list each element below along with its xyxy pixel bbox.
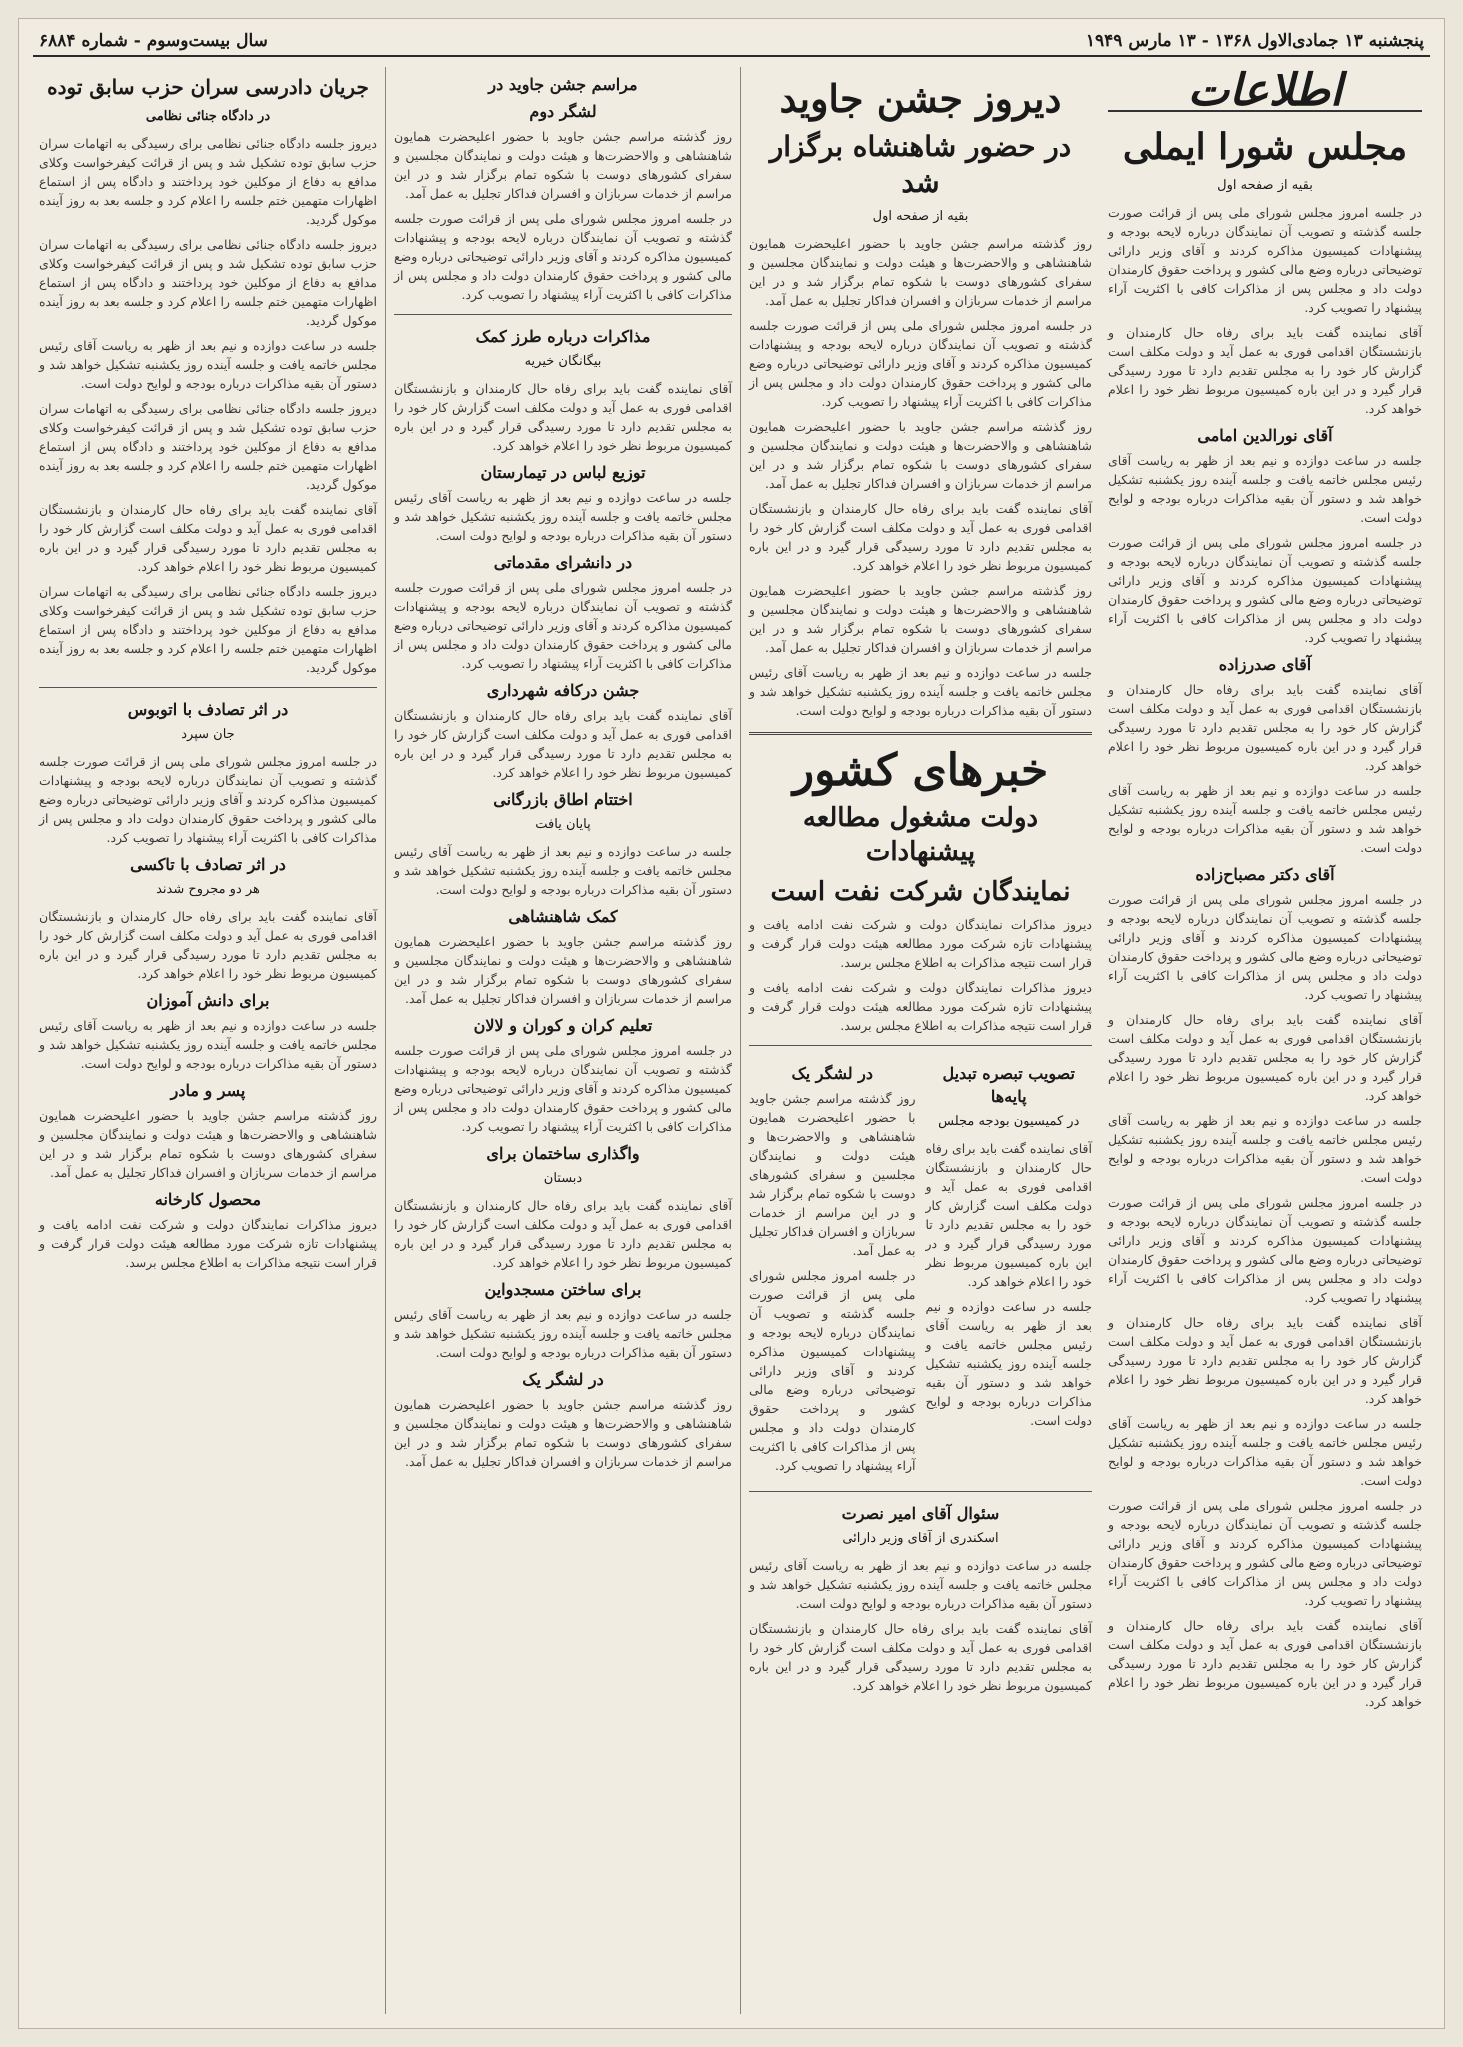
subhead: تصویب تبصره تبدیل پایه‌ها — [942, 1064, 1075, 1106]
subhead: در لشگر یک — [522, 1370, 604, 1389]
subhead: محصول کارخانه — [154, 1190, 262, 1209]
subhead: آقای دکتر مصباح‌زاده — [1195, 865, 1335, 884]
article-paragraph: در جلسه امروز مجلس شورای ملی پس از قرائت صورت جلسه گذشته و تصویب آن نمایندگان درباره لایحه بودجه و پیشنهادات کمیسیون مذاکره کردند و آقای وزیر دارائی توضیحاتی درباره وضع مالی کشور و پرداخت حقوق کارمندان دولت داد و مجلس پس از مذاکرات کافی با اکثریت آراء پیشنهاد را تصویب کرد. — [1108, 205, 1422, 315]
kicker-continued: بقیه از صفحه اول — [872, 209, 969, 224]
article-paragraph: آقای نماینده گفت باید برای رفاه حال کارمندان و بازنشستگان اقدامی فوری به عمل آید و دولت مکلف است گزارش کار خود را به مجلس تقدیم دارد تا مورد رسیدگی قرار گیرد و در این باره کمیسیون مربوط نظر خود را اعلام خواهد کرد. — [1108, 1012, 1422, 1103]
article-paragraph: دیروز جلسه دادگاه جنائی نظامی برای رسیدگی به اتهامات سران حزب سابق توده تشکیل شد و پس از قرائت کیفرخواست وکلای مدافع به دفاع از موکلین خود پرداختند و دادگاه پس از استماع اظهارات متهمین ختم جلسه را اعلام کرد و جلسه بعد به روز آینده موکول گردید. — [39, 584, 377, 675]
headline-army-sub: لشگر دوم — [529, 102, 597, 121]
subhead: سئوال آقای امیر نصرت — [841, 1504, 1000, 1523]
article-paragraph: روز گذشته مراسم جشن جاوید با حضور اعلیحضرت همایون شاهنشاهی و والاحضرت‌ها و هیئت دولت و نمایندگان مجلسین و سفرای کشورهای دوست با شکوه تمام برگزار شد و در این مراسم از خدمات سربازان و افسران فداکار تجلیل به عمل آمد. — [394, 129, 732, 201]
article-paragraph: روز گذشته مراسم جشن جاوید با حضور اعلیحضرت همایون شاهنشاهی و والاحضرت‌ها و هیئت دولت و نمایندگان مجلسین و سفرای کشورهای دوست با شکوه تمام برگزار شد و در این مراسم از خدمات سربازان و افسران فداکار تجلیل به عمل آمد. — [749, 1091, 916, 1258]
article-paragraph: آقای نماینده گفت باید برای رفاه حال کارمندان و بازنشستگان اقدامی فوری به عمل آید و دولت مکلف است گزارش کار خود را به مجلس تقدیم دارد تا مورد رسیدگی قرار گیرد و در این باره کمیسیون مربوط نظر خود را اعلام خواهد کرد. — [925, 1141, 1092, 1289]
column-parliament — [1100, 67, 1430, 2014]
two-column-section — [749, 1056, 1092, 1481]
article-paragraph: جلسه در ساعت دوازده و نیم بعد از ظهر به ریاست آقای رئیس مجلس خاتمه یافت و جلسه آینده روز یکشنبه تشکیل خواهد شد و دستور آن بقیه مذاکرات درباره بودجه و لوایح دولت است. — [394, 490, 732, 543]
subhead-sub: پایان یافت — [535, 817, 591, 832]
article-paragraph: آقای نماینده گفت باید برای رفاه حال کارمندان و بازنشستگان اقدامی فوری به عمل آید و دولت مکلف است گزارش کار خود را به مجلس تقدیم دارد تا مورد رسیدگی قرار گیرد و در این باره کمیسیون مربوط نظر خود را اعلام خواهد کرد. — [394, 708, 732, 780]
article-paragraph: در جلسه امروز مجلس شورای ملی پس از قرائت صورت جلسه گذشته و تصویب آن نمایندگان درباره لایحه بودجه و پیشنهادات کمیسیون مذاکره کردند و آقای وزیر دارائی توضیحاتی درباره وضع مالی کشور و پرداخت حقوق کارمندان دولت داد و مجلس پس از مذاکرات کافی با اکثریت آراء پیشنهاد را تصویب کرد. — [1108, 1195, 1422, 1305]
masthead-logo: اطلاعات — [1108, 67, 1422, 112]
subhead-sub: اسکندری از آقای وزیر دارائی — [842, 1531, 999, 1546]
headline-celebration-sub: در حضور شاهنشاه برگزار شد — [769, 130, 1072, 199]
headline-parliament: مجلس شورا ایملی — [1122, 126, 1408, 168]
article-paragraph: دیروز جلسه دادگاه جنائی نظامی برای رسیدگی به اتهامات سران حزب سابق توده تشکیل شد و پس از قرائت کیفرخواست وکلای مدافع به دفاع از موکلین خود پرداختند و دادگاه پس از استماع اظهارات متهمین ختم جلسه را اعلام کرد و جلسه بعد به روز آینده موکول گردید. — [39, 136, 377, 227]
subhead: برای ساختن مسجدواین — [484, 1280, 642, 1299]
subhead-sub: هر دو مجروح شدند — [156, 882, 260, 897]
article-paragraph: در جلسه امروز مجلس شورای ملی پس از قرائت صورت جلسه گذشته و تصویب آن نمایندگان درباره لایحه بودجه و پیشنهادات کمیسیون مذاکره کردند و آقای وزیر دارائی توضیحاتی درباره وضع مالی کشور و پرداخت حقوق کارمندان دولت داد و مجلس پس از مذاکرات کافی با اکثریت آراء پیشنهاد را تصویب کرد. — [749, 1268, 916, 1473]
article-paragraph: در جلسه امروز مجلس شورای ملی پس از قرائت صورت جلسه گذشته و تصویب آن نمایندگان درباره لایحه بودجه و پیشنهادات کمیسیون مذاکره کردند و آقای وزیر دارائی توضیحاتی درباره وضع مالی کشور و پرداخت حقوق کارمندان دولت داد و مجلس پس از مذاکرات کافی با اکثریت آراء پیشنهاد را تصویب کرد. — [394, 211, 732, 302]
headline-oil: دولت مشغول مطالعه پیشنهادات — [802, 803, 1039, 867]
column-celebration-news — [740, 67, 1100, 2014]
subhead: توزیع لباس در تیمارستان — [480, 463, 646, 482]
kicker-continued: بقیه از صفحه اول — [1217, 178, 1313, 193]
article-paragraph: روز گذشته مراسم جشن جاوید با حضور اعلیحضرت همایون شاهنشاهی و والاحضرت‌ها و هیئت دولت و نمایندگان مجلسین و سفرای کشورهای دوست با شکوه تمام برگزار شد و در این مراسم از خدمات سربازان و افسران فداکار تجلیل به عمل آمد. — [749, 236, 1092, 308]
divider — [749, 1045, 1092, 1046]
subhead: کمک شاهنشاهی — [508, 907, 618, 926]
article-paragraph: آقای نماینده گفت باید برای رفاه حال کارمندان و بازنشستگان اقدامی فوری به عمل آید و دولت مکلف است گزارش کار خود را به مجلس تقدیم دارد تا مورد رسیدگی قرار گیرد و در این باره کمیسیون مربوط نظر خود را اعلام خواهد کرد. — [1108, 325, 1422, 416]
article-paragraph: جلسه در ساعت دوازده و نیم بعد از ظهر به ریاست آقای رئیس مجلس خاتمه یافت و جلسه آینده روز یکشنبه تشکیل خواهد شد و دستور آن بقیه مذاکرات درباره بودجه و لوایح دولت است. — [1108, 1113, 1422, 1185]
subhead: تعلیم کران و کوران و لالان — [473, 1016, 653, 1035]
article-paragraph: در جلسه امروز مجلس شورای ملی پس از قرائت صورت جلسه گذشته و تصویب آن نمایندگان درباره لایحه بودجه و پیشنهادات کمیسیون مذاکره کردند و آقای وزیر دارائی توضیحاتی درباره وضع مالی کشور و پرداخت حقوق کارمندان دولت داد و مجلس پس از مذاکرات کافی با اکثریت آراء پیشنهاد را تصویب کرد. — [1108, 892, 1422, 1002]
divider — [749, 732, 1092, 735]
article-paragraph: دیروز مذاکرات نمایندگان دولت و شرکت نفت ادامه یافت و پیشنهادات تازه شرکت مورد مطالعه هیئت دولت قرار گرفت و قرار است نتیجه مذاکرات به اطلاع مجلس برسد. — [39, 1217, 377, 1270]
article-paragraph: آقای نماینده گفت باید برای رفاه حال کارمندان و بازنشستگان اقدامی فوری به عمل آید و دولت مکلف است گزارش کار خود را به مجلس تقدیم دارد تا مورد رسیدگی قرار گیرد و در این باره کمیسیون مربوط نظر خود را اعلام خواهد کرد. — [1108, 682, 1422, 773]
article-paragraph: در جلسه امروز مجلس شورای ملی پس از قرائت صورت جلسه گذشته و تصویب آن نمایندگان درباره لایحه بودجه و پیشنهادات کمیسیون مذاکره کردند و آقای وزیر دارائی توضیحاتی درباره وضع مالی کشور و پرداخت حقوق کارمندان دولت داد و مجلس پس از مذاکرات کافی با اکثریت آراء پیشنهاد را تصویب کرد. — [1108, 535, 1422, 645]
article-paragraph: جلسه در ساعت دوازده و نیم بعد از ظهر به ریاست آقای رئیس مجلس خاتمه یافت و جلسه آینده روز یکشنبه تشکیل خواهد شد و دستور آن بقیه مذاکرات درباره بودجه و لوایح دولت است. — [394, 844, 732, 897]
subcolumn-left — [749, 1056, 916, 1481]
article-paragraph: آقای نماینده گفت باید برای رفاه حال کارمندان و بازنشستگان اقدامی فوری به عمل آید و دولت مکلف است گزارش کار خود را به مجلس تقدیم دارد تا مورد رسیدگی قرار گیرد و در این باره کمیسیون مربوط نظر خود را اعلام خواهد کرد. — [749, 501, 1092, 573]
article-paragraph: دیروز جلسه دادگاه جنائی نظامی برای رسیدگی به اتهامات سران حزب سابق توده تشکیل شد و پس از قرائت کیفرخواست وکلای مدافع به دفاع از موکلین خود پرداختند و دادگاه پس از استماع اظهارات متهمین ختم جلسه را اعلام کرد و جلسه بعد به روز آینده موکول گردید. — [39, 401, 377, 492]
subhead: واگذاری ساختمان برای — [486, 1144, 640, 1163]
article-paragraph: جلسه در ساعت دوازده و نیم بعد از ظهر به ریاست آقای رئیس مجلس خاتمه یافت و جلسه آینده روز یکشنبه تشکیل خواهد شد و دستور آن بقیه مذاکرات درباره بودجه و لوایح دولت است. — [39, 1018, 377, 1071]
subhead: آقای صدرزاده — [1218, 655, 1312, 674]
article-paragraph: جلسه در ساعت دوازده و نیم بعد از ظهر به ریاست آقای رئیس مجلس خاتمه یافت و جلسه آینده روز یکشنبه تشکیل خواهد شد و دستور آن بقیه مذاکرات درباره بودجه و لوایح دولت است. — [1108, 783, 1422, 855]
article-paragraph: در جلسه امروز مجلس شورای ملی پس از قرائت صورت جلسه گذشته و تصویب آن نمایندگان درباره لایحه بودجه و پیشنهادات کمیسیون مذاکره کردند و آقای وزیر دارائی توضیحاتی درباره وضع مالی کشور و پرداخت حقوق کارمندان دولت داد و مجلس پس از مذاکرات کافی با اکثریت آراء پیشنهاد را تصویب کرد. — [394, 580, 732, 671]
article-paragraph: دیروز مذاکرات نمایندگان دولت و شرکت نفت ادامه یافت و پیشنهادات تازه شرکت مورد مطالعه هیئت دولت قرار گرفت و قرار است نتیجه مذاکرات به اطلاع مجلس برسد. — [749, 980, 1092, 1033]
column-trial — [31, 67, 385, 2014]
subhead-sub: در کمیسیون بودجه مجلس — [938, 1114, 1080, 1129]
divider — [394, 314, 732, 315]
column-short-news — [385, 67, 740, 2014]
article-paragraph: دیروز مذاکرات نمایندگان دولت و شرکت نفت ادامه یافت و پیشنهادات تازه شرکت مورد مطالعه هیئت دولت قرار گرفت و قرار است نتیجه مذاکرات به اطلاع مجلس برسد. — [749, 917, 1092, 970]
article-paragraph: روز گذشته مراسم جشن جاوید با حضور اعلیحضرت همایون شاهنشاهی و والاحضرت‌ها و هیئت دولت و نمایندگان مجلسین و سفرای کشورهای دوست با شکوه تمام برگزار شد و در این مراسم از خدمات سربازان و افسران فداکار تجلیل به عمل آمد. — [394, 934, 732, 1006]
article-paragraph: روز گذشته مراسم جشن جاوید با حضور اعلیحضرت همایون شاهنشاهی و والاحضرت‌ها و هیئت دولت و نمایندگان مجلسین و سفرای کشورهای دوست با شکوه تمام برگزار شد و در این مراسم از خدمات سربازان و افسران فداکار تجلیل به عمل آمد. — [749, 419, 1092, 491]
article-paragraph: جلسه در ساعت دوازده و نیم بعد از ظهر به ریاست آقای رئیس مجلس خاتمه یافت و جلسه آینده روز یکشنبه تشکیل خواهد شد و دستور آن بقیه مذاکرات درباره بودجه و لوایح دولت است. — [925, 1299, 1092, 1428]
subhead: در لشگر یک — [791, 1064, 874, 1083]
divider — [749, 1491, 1092, 1492]
headline-oil-sub: نمایندگان شرکت نفت است — [770, 877, 1071, 907]
article-paragraph: جلسه در ساعت دوازده و نیم بعد از ظهر به ریاست آقای رئیس مجلس خاتمه یافت و جلسه آینده روز یکشنبه تشکیل خواهد شد و دستور آن بقیه مذاکرات درباره بودجه و لوایح دولت است. — [749, 665, 1093, 718]
subhead: برای دانش آموزان — [146, 991, 270, 1010]
subhead: اختتام اطاق بازرگانی — [493, 790, 633, 809]
article-paragraph: روز گذشته مراسم جشن جاوید با حضور اعلیحضرت همایون شاهنشاهی و والاحضرت‌ها و هیئت دولت و نمایندگان مجلسین و سفرای کشورهای دوست با شکوه تمام برگزار شد و در این مراسم از خدمات سربازان و افسران فداکار تجلیل به عمل آمد. — [749, 583, 1092, 655]
kicker-court: در دادگاه جنائی نظامی — [145, 109, 271, 124]
folio-date: پنجشنبه ۱۳ جمادی‌الاول ۱۳۶۸ - ۱۳ مارس ۱۹۴۹ — [1085, 31, 1424, 51]
article-paragraph: آقای نماینده گفت باید برای رفاه حال کارمندان و بازنشستگان اقدامی فوری به عمل آید و دولت مکلف است گزارش کار خود را به مجلس تقدیم دارد تا مورد رسیدگی قرار گیرد و در این باره کمیسیون مربوط نظر خود را اعلام خواهد کرد. — [1108, 1315, 1422, 1406]
article-paragraph: جلسه در ساعت دوازده و نیم بعد از ظهر به ریاست آقای رئیس مجلس خاتمه یافت و جلسه آینده روز یکشنبه تشکیل خواهد شد و دستور آن بقیه مذاکرات درباره بودجه و لوایح دولت است. — [1108, 1416, 1422, 1488]
folio-bar — [33, 27, 1430, 57]
subhead: در دانشرای مقدماتی — [493, 553, 633, 572]
subhead: در اثر تصادف با تاکسی — [130, 855, 286, 874]
subhead: آقای نورالدین امامی — [1197, 426, 1333, 445]
subhead: جشن درکافه شهرداری — [486, 681, 640, 700]
article-paragraph: آقای نماینده گفت باید برای رفاه حال کارمندان و بازنشستگان اقدامی فوری به عمل آید و دولت مکلف است گزارش کار خود را به مجلس تقدیم دارد تا مورد رسیدگی قرار گیرد و در این باره کمیسیون مربوط نظر خود را اعلام خواهد کرد. — [394, 381, 732, 453]
subcolumn-right — [926, 1056, 1093, 1481]
article-paragraph: جلسه در ساعت دوازده و نیم بعد از ظهر به ریاست آقای رئیس مجلس خاتمه یافت و جلسه آینده روز یکشنبه تشکیل خواهد شد و دستور آن بقیه مذاکرات درباره بودجه و لوایح دولت است. — [39, 338, 377, 391]
columns — [33, 67, 1430, 2014]
article-paragraph: آقای نماینده گفت باید برای رفاه حال کارمندان و بازنشستگان اقدامی فوری به عمل آید و دولت مکلف است گزارش کار خود را به مجلس تقدیم دارد تا مورد رسیدگی قرار گیرد و در این باره کمیسیون مربوط نظر خود را اعلام خواهد کرد. — [1108, 1618, 1422, 1709]
folio-issue: سال بیست‌وسوم - شماره ۶۸۸۴ — [39, 31, 268, 51]
article-paragraph: در جلسه امروز مجلس شورای ملی پس از قرائت صورت جلسه گذشته و تصویب آن نمایندگان درباره لایحه بودجه و پیشنهادات کمیسیون مذاکره کردند و آقای وزیر دارائی توضیحاتی درباره وضع مالی کشور و پرداخت حقوق کارمندان دولت داد و مجلس پس از مذاکرات کافی با اکثریت آراء پیشنهاد را تصویب کرد. — [39, 754, 377, 845]
headline-celebration: دیروز جشن جاوید — [779, 76, 1062, 121]
subhead: پسر و مادر — [170, 1081, 246, 1100]
newspaper-page — [18, 18, 1445, 2029]
subhead-sub: جان سپرد — [181, 727, 235, 742]
article-paragraph: آقای نماینده گفت باید برای رفاه حال کارمندان و بازنشستگان اقدامی فوری به عمل آید و دولت مکلف است گزارش کار خود را به مجلس تقدیم دارد تا مورد رسیدگی قرار گیرد و در این باره کمیسیون مربوط نظر خود را اعلام خواهد کرد. — [749, 1621, 1092, 1693]
article-paragraph: جلسه در ساعت دوازده و نیم بعد از ظهر به ریاست آقای رئیس مجلس خاتمه یافت و جلسه آینده روز یکشنبه تشکیل خواهد شد و دستور آن بقیه مذاکرات درباره بودجه و لوایح دولت است. — [749, 1558, 1093, 1611]
article-paragraph: آقای نماینده گفت باید برای رفاه حال کارمندان و بازنشستگان اقدامی فوری به عمل آید و دولت مکلف است گزارش کار خود را به مجلس تقدیم دارد تا مورد رسیدگی قرار گیرد و در این باره کمیسیون مربوط نظر خود را اعلام خواهد کرد. — [39, 909, 377, 981]
article-paragraph: جلسه در ساعت دوازده و نیم بعد از ظهر به ریاست آقای رئیس مجلس خاتمه یافت و جلسه آینده روز یکشنبه تشکیل خواهد شد و دستور آن بقیه مذاکرات درباره بودجه و لوایح دولت است. — [394, 1307, 732, 1360]
article-paragraph: دیروز جلسه دادگاه جنائی نظامی برای رسیدگی به اتهامات سران حزب سابق توده تشکیل شد و پس از قرائت کیفرخواست وکلای مدافع به دفاع از موکلین خود پرداختند و دادگاه پس از استماع اظهارات متهمین ختم جلسه را اعلام کرد و جلسه بعد به روز آینده موکول گردید. — [39, 237, 377, 328]
article-paragraph: روز گذشته مراسم جشن جاوید با حضور اعلیحضرت همایون شاهنشاهی و والاحضرت‌ها و هیئت دولت و نمایندگان مجلسین و سفرای کشورهای دوست با شکوه تمام برگزار شد و در این مراسم از خدمات سربازان و افسران فداکار تجلیل به عمل آمد. — [394, 1397, 732, 1469]
divider — [39, 687, 377, 688]
article-paragraph: آقای نماینده گفت باید برای رفاه حال کارمندان و بازنشستگان اقدامی فوری به عمل آید و دولت مکلف است گزارش کار خود را به مجلس تقدیم دارد تا مورد رسیدگی قرار گیرد و در این باره کمیسیون مربوط نظر خود را اعلام خواهد کرد. — [39, 502, 377, 574]
article-paragraph: روز گذشته مراسم جشن جاوید با حضور اعلیحضرت همایون شاهنشاهی و والاحضرت‌ها و هیئت دولت و نمایندگان مجلسین و سفرای کشورهای دوست با شکوه تمام برگزار شد و در این مراسم از خدمات سربازان و افسران فداکار تجلیل به عمل آمد. — [39, 1108, 377, 1180]
article-paragraph: در جلسه امروز مجلس شورای ملی پس از قرائت صورت جلسه گذشته و تصویب آن نمایندگان درباره لایحه بودجه و پیشنهادات کمیسیون مذاکره کردند و آقای وزیر دارائی توضیحاتی درباره وضع مالی کشور و پرداخت حقوق کارمندان دولت داد و مجلس پس از مذاکرات کافی با اکثریت آراء پیشنهاد را تصویب کرد. — [1108, 1498, 1422, 1608]
subhead: در اثر تصادف با اتوبوس — [127, 700, 289, 719]
headline-trial: جریان دادرسی سران حزب سابق توده — [47, 75, 369, 99]
article-paragraph: آقای نماینده گفت باید برای رفاه حال کارمندان و بازنشستگان اقدامی فوری به عمل آید و دولت مکلف است گزارش کار خود را به مجلس تقدیم دارد تا مورد رسیدگی قرار گیرد و در این باره کمیسیون مربوط نظر خود را اعلام خواهد کرد. — [394, 1198, 732, 1270]
headline-army: مراسم جشن جاوید در — [488, 75, 638, 94]
headline-national-news: خبرهای کشور — [792, 745, 1049, 796]
article-paragraph: در جلسه امروز مجلس شورای ملی پس از قرائت صورت جلسه گذشته و تصویب آن نمایندگان درباره لایحه بودجه و پیشنهادات کمیسیون مذاکره کردند و آقای وزیر دارائی توضیحاتی درباره وضع مالی کشور و پرداخت حقوق کارمندان دولت داد و مجلس پس از مذاکرات کافی با اکثریت آراء پیشنهاد را تصویب کرد. — [394, 1043, 732, 1134]
subhead: مذاکرات درباره طرز کمک — [475, 327, 651, 346]
subhead-sub: دبستان — [543, 1171, 583, 1186]
subhead-sub: بیگانگان خیریه — [524, 354, 602, 369]
article-paragraph: جلسه در ساعت دوازده و نیم بعد از ظهر به ریاست آقای رئیس مجلس خاتمه یافت و جلسه آینده روز یکشنبه تشکیل خواهد شد و دستور آن بقیه مذاکرات درباره بودجه و لوایح دولت است. — [1108, 453, 1422, 525]
article-paragraph: در جلسه امروز مجلس شورای ملی پس از قرائت صورت جلسه گذشته و تصویب آن نمایندگان درباره لایحه بودجه و پیشنهادات کمیسیون مذاکره کردند و آقای وزیر دارائی توضیحاتی درباره وضع مالی کشور و پرداخت حقوق کارمندان دولت داد و مجلس پس از مذاکرات کافی با اکثریت آراء پیشنهاد را تصویب کرد. — [749, 318, 1092, 409]
